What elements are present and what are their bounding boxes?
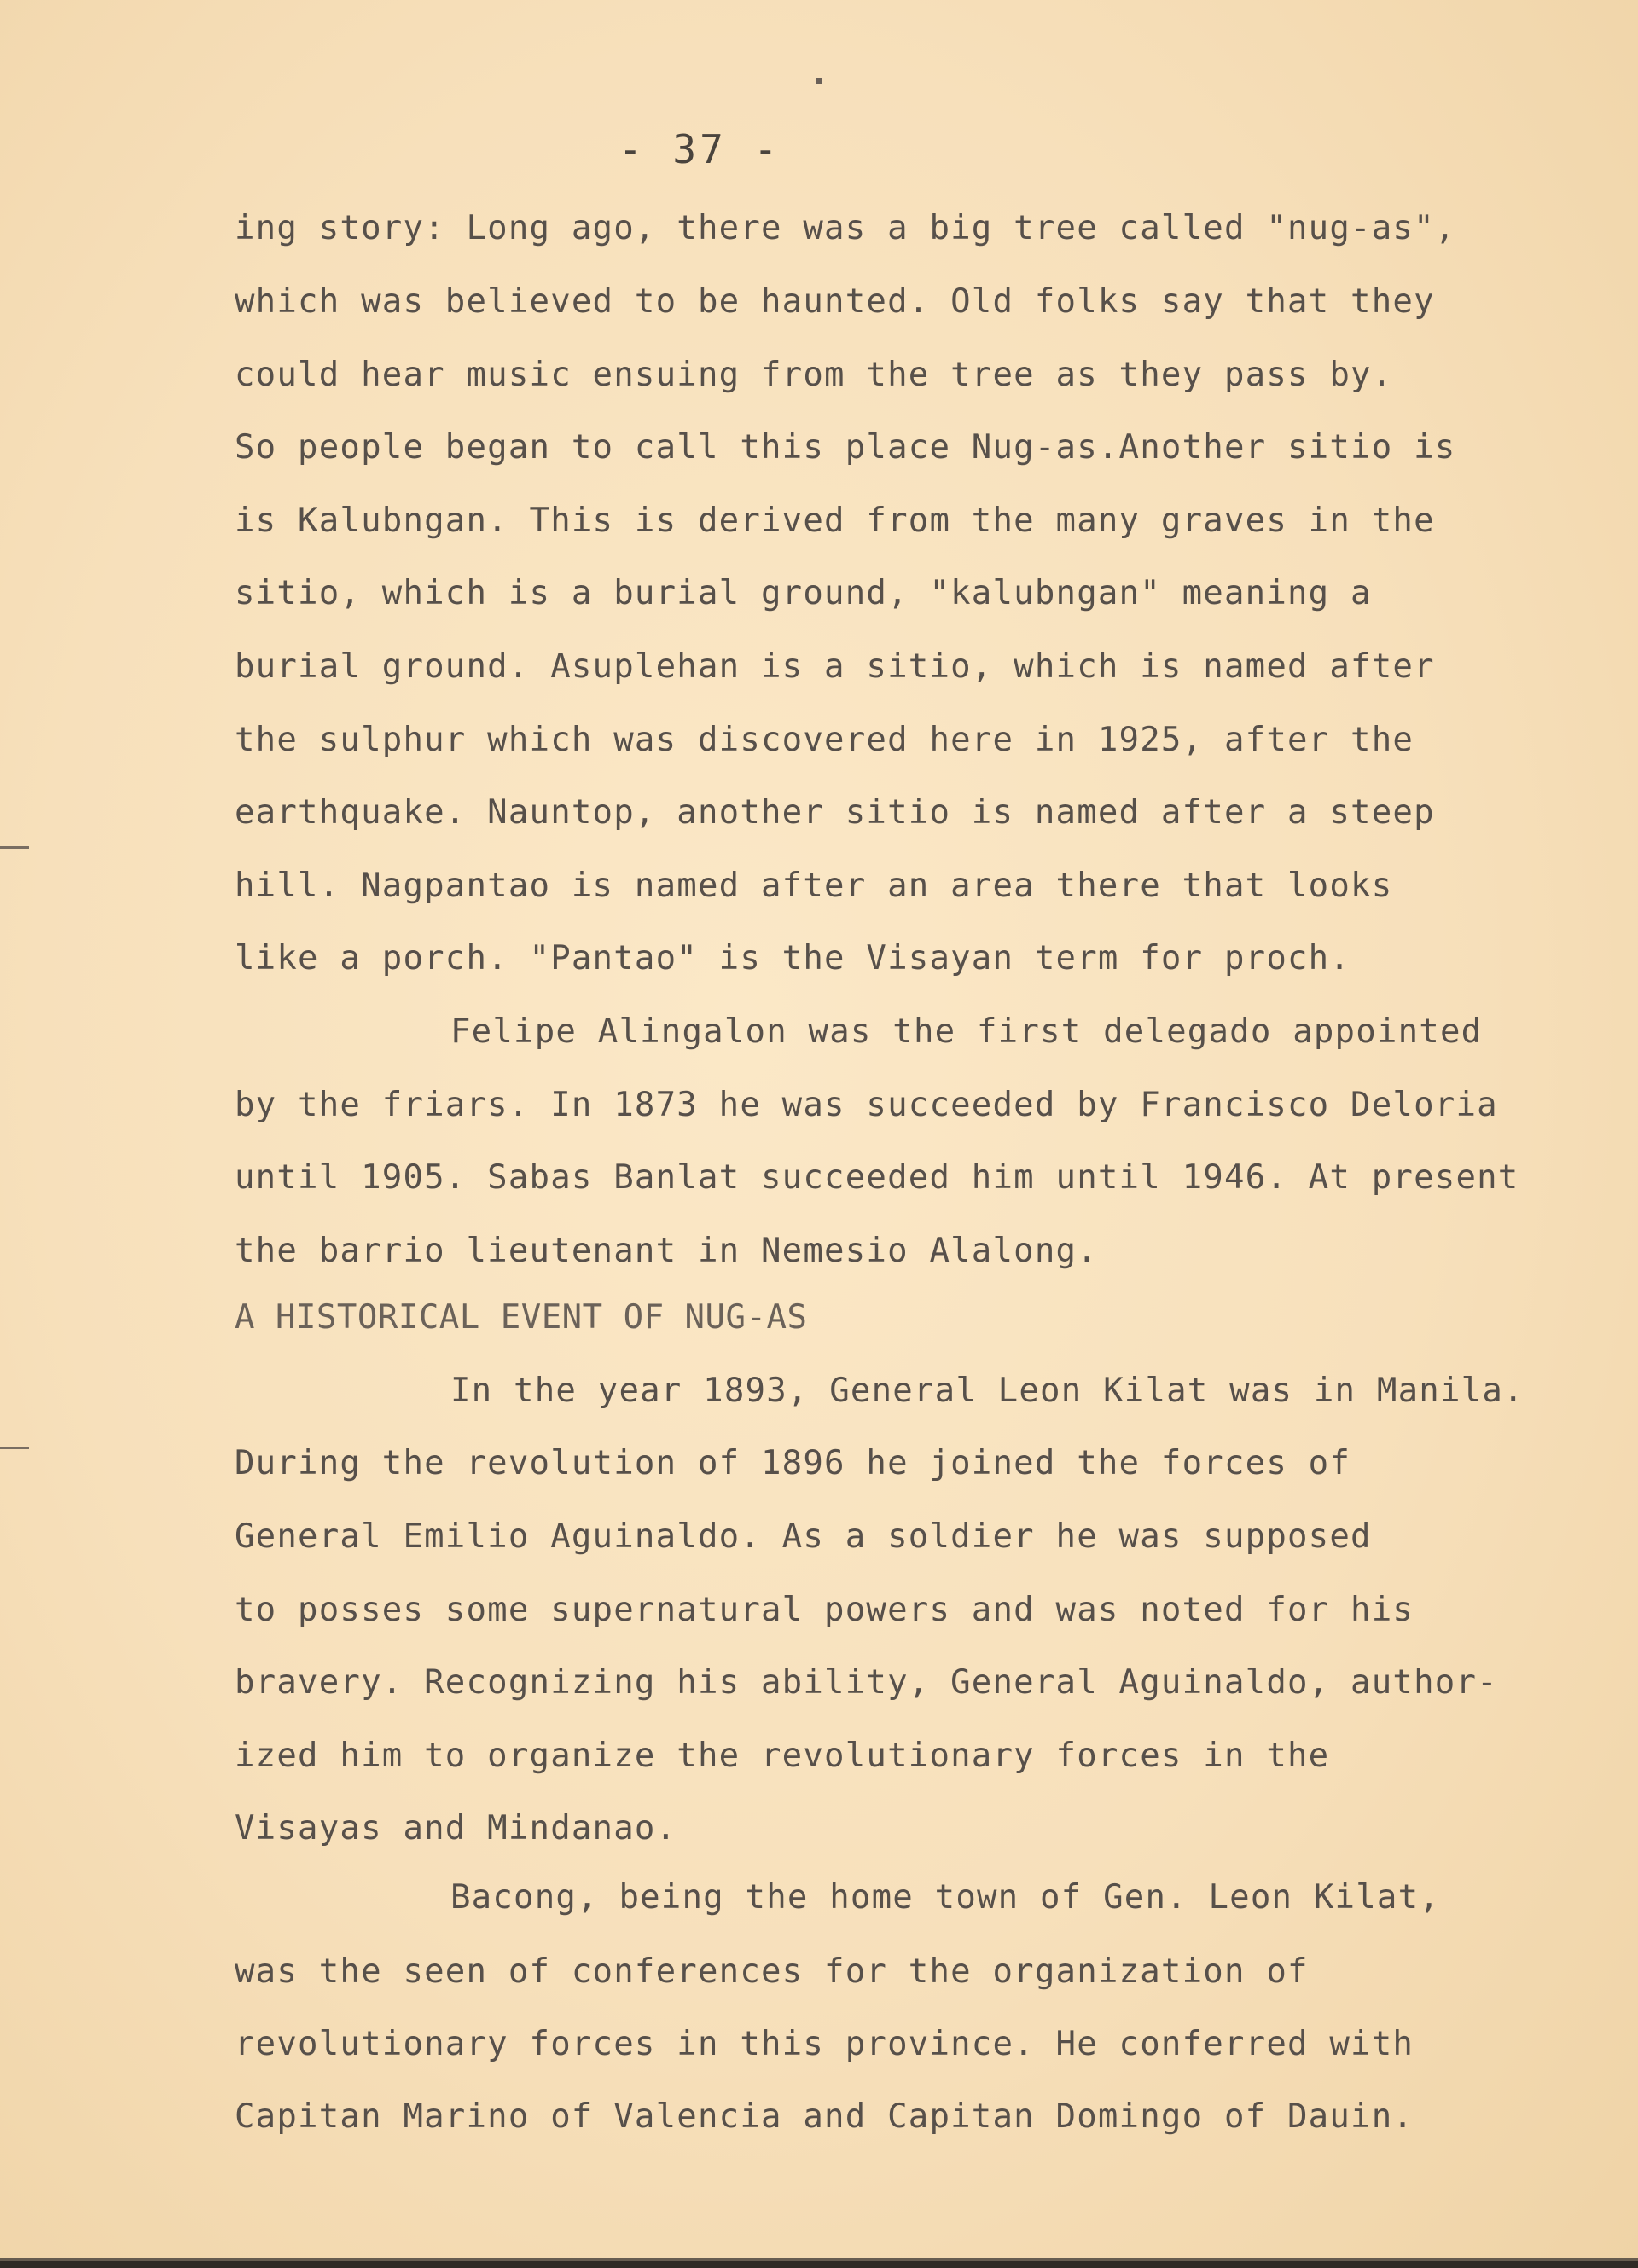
text-line: by the friars. In 1873 he was succeeded by Francisco Deloria bbox=[235, 1086, 1498, 1124]
margin-mark bbox=[0, 846, 29, 849]
text-line: like a porch. "Pantao" is the Visayan term for proch. bbox=[235, 939, 1351, 977]
text-line: hill. Nagpantao is named after an area there that looks bbox=[235, 867, 1393, 905]
text-line: burial ground. Asuplehan is a sitio, which is named after bbox=[235, 647, 1435, 686]
text-line: the sulphur which was discovered here in 1925, after the bbox=[235, 721, 1414, 759]
text-line: Capitan Marino of Valencia and Capitan Domingo of Dauin. bbox=[235, 2097, 1414, 2136]
text-line: ing story: Long ago, there was a big tree called "nug-as", bbox=[235, 209, 1456, 247]
text-line: which was believed to be haunted. Old folks say that they bbox=[235, 282, 1435, 321]
text-line: During the revolution of 1896 he joined the forces of bbox=[235, 1444, 1351, 1482]
text-line: is Kalubngan. This is derived from the many graves in the bbox=[235, 502, 1435, 540]
paragraph-start-line: In the year 1893, General Leon Kilat was in Manila. bbox=[450, 1372, 1525, 1410]
page-number: - 37 - bbox=[619, 126, 781, 172]
text-line: Visayas and Mindanao. bbox=[235, 1809, 677, 1847]
margin-mark bbox=[0, 1447, 29, 1449]
text-line: ized him to organize the revolutionary forces in the bbox=[235, 1737, 1330, 1775]
text-line: the barrio lieutenant in Nemesio Alalong. bbox=[235, 1232, 1098, 1270]
paragraph-start-line: Felipe Alingalon was the first delegado appointed bbox=[450, 1012, 1483, 1051]
text-line: So people began to call this place Nug-as.Another sitio is bbox=[235, 428, 1456, 467]
text-line: earthquake. Nauntop, another sitio is named after a steep bbox=[235, 793, 1435, 832]
text-line: was the seen of conferences for the organization of bbox=[235, 1952, 1309, 1991]
section-heading: A HISTORICAL EVENT OF NUG-AS bbox=[235, 1298, 808, 1337]
text-line: revolutionary forces in this province. He conferred with bbox=[235, 2025, 1414, 2063]
text-line: to posses some supernatural powers and was noted for his bbox=[235, 1591, 1414, 1629]
paragraph-start-line: Bacong, being the home town of Gen. Leon Kilat, bbox=[450, 1878, 1440, 1917]
page-edge-shadow bbox=[0, 2261, 1638, 2268]
text-line: could hear music ensuing from the tree as they pass by. bbox=[235, 356, 1393, 394]
text-line: General Emilio Aguinaldo. As a soldier he was supposed bbox=[235, 1517, 1372, 1556]
text-line: sitio, which is a burial ground, "kalubngan" meaning a bbox=[235, 574, 1372, 612]
text-line: until 1905. Sabas Banlat succeeded him until 1946. At present bbox=[235, 1158, 1519, 1197]
ink-speck bbox=[816, 78, 822, 84]
text-line: bravery. Recognizing his ability, General Aguinaldo, author- bbox=[235, 1663, 1498, 1702]
